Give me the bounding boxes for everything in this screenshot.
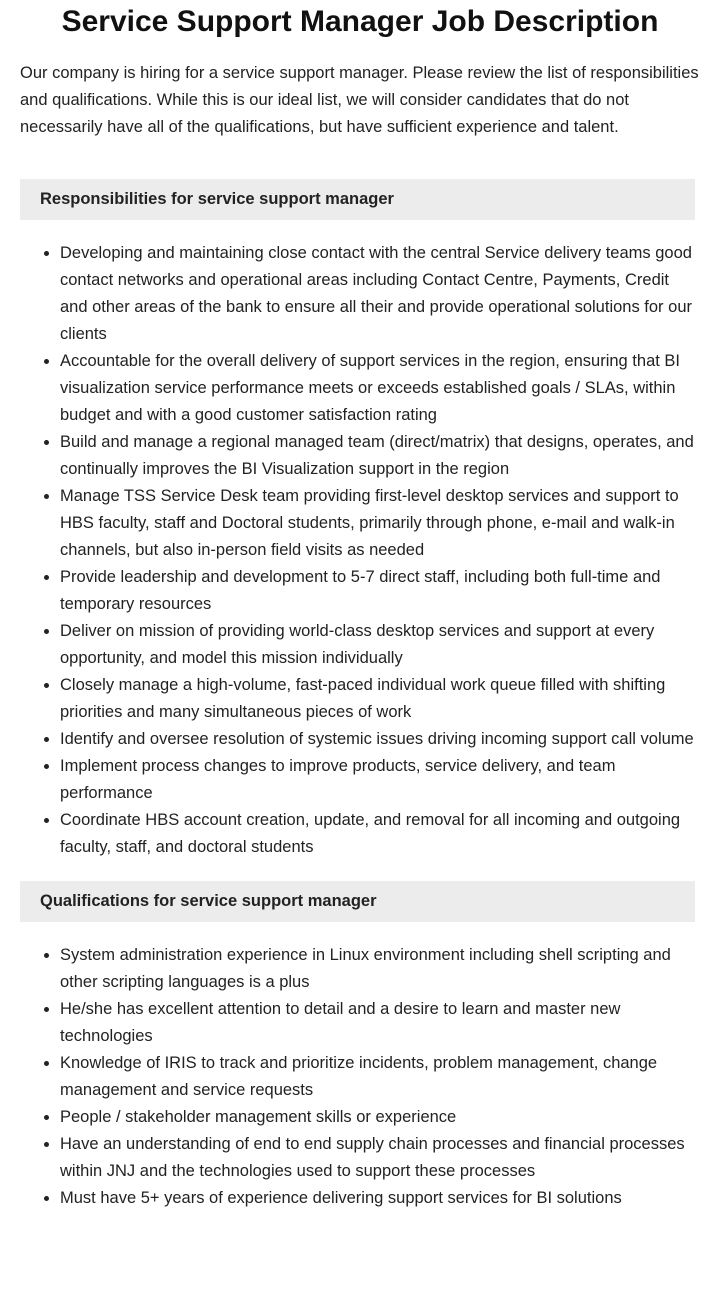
list-item: • Accountable for the overall delivery of support services in the region, ensuring that BI visualization service performance meets or exceeds established goals / SLAs, within budget and with a good customer satisfaction rating	[60, 348, 700, 429]
list-item: • Must have 5+ years of experience delivering support services for BI solutions	[60, 1185, 700, 1212]
list-item: • Developing and maintaining close contact with the central Service delivery teams good contact networks and operational areas including Contact Centre, Payments, Credit and other areas of the bank to ensure all their and provide operational solutions for our clients	[60, 240, 700, 348]
list-item: • Closely manage a high-volume, fast-paced individual work queue filled with shifting priorities and many simultaneous pieces of work	[60, 672, 700, 726]
list-item: • Knowledge of IRIS to track and prioritize incidents, problem management, change management and service requests	[60, 1050, 700, 1104]
list-item: • Manage TSS Service Desk team providing first-level desktop services and support to HBS faculty, staff and Doctoral students, primarily through phone, e-mail and walk-in channels, but also in-person field visits as needed	[60, 483, 700, 564]
page-title: Service Support Manager Job Description	[61, 5, 659, 38]
qualifications-heading: Qualifications for service support manager	[20, 881, 695, 922]
list-item: • Coordinate HBS account creation, update, and removal for all incoming and outgoing faculty, staff, and doctoral students	[60, 807, 700, 861]
list-item: • Implement process changes to improve products, service delivery, and team performance	[60, 753, 700, 807]
qualifications-list	[0, 942, 700, 1212]
list-item: • Provide leadership and development to 5-7 direct staff, including both full-time and temporary resources	[60, 564, 700, 618]
list-item: • People / stakeholder management skills or experience	[60, 1104, 700, 1131]
list-item: • Deliver on mission of providing world-class desktop services and support at every opportunity, and model this mission individually	[60, 618, 700, 672]
responsibilities-heading: Responsibilities for service support manager	[20, 179, 695, 220]
list-item: • Have an understanding of end to end supply chain processes and financial processes within JNJ and the technologies used to support these processes	[60, 1131, 700, 1185]
list-item: • Identify and oversee resolution of systemic issues driving incoming support call volume	[60, 726, 700, 753]
list-item: • System administration experience in Linux environment including shell scripting and other scripting languages is a plus	[60, 942, 700, 996]
list-item: • Build and manage a regional managed team (direct/matrix) that designs, operates, and continually improves the BI Visualization support in the region	[60, 429, 700, 483]
intro-paragraph: Our company is hiring for a service support manager. Please review the list of responsibilities and qualifications. While this is our ideal list, we will consider candidates that do not necessarily have all of the qualifications, but have sufficient experience and talent.	[20, 64, 699, 136]
responsibilities-list	[0, 240, 700, 861]
list-item: • He/she has excellent attention to detail and a desire to learn and master new technologies	[60, 996, 700, 1050]
